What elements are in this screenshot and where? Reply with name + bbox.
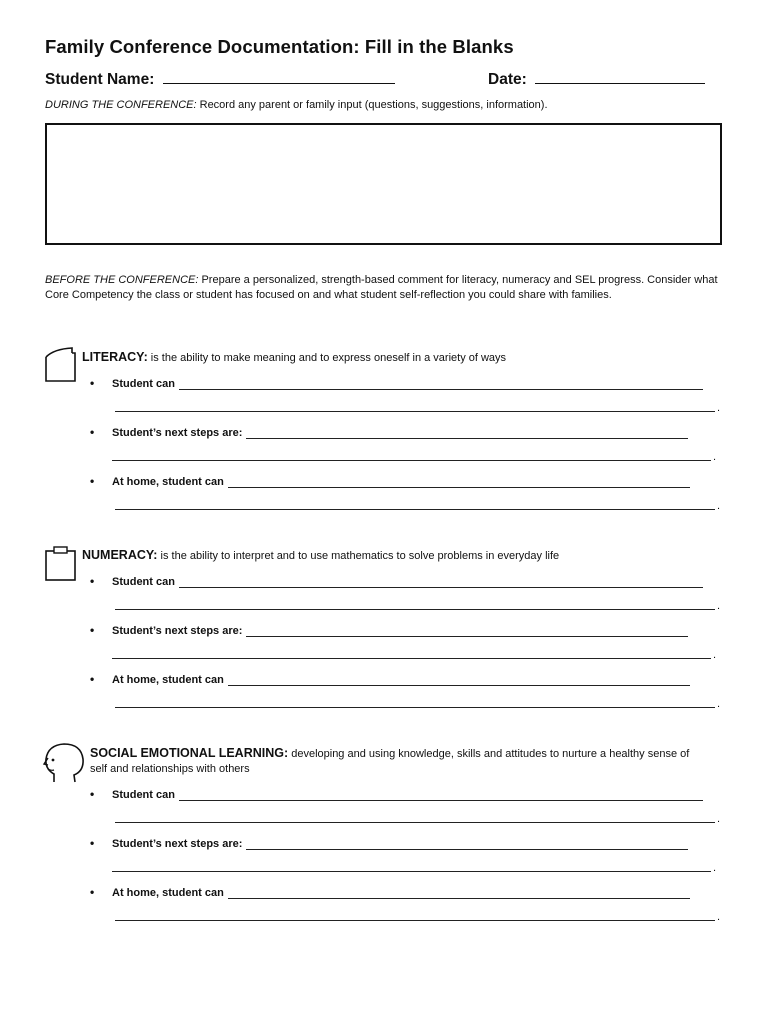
bullet-icon: • bbox=[90, 885, 95, 899]
period-mark: . bbox=[716, 600, 720, 612]
page-title: Family Conference Documentation: Fill in the Blanks bbox=[45, 36, 514, 57]
literacy-description: is the ability to make meaning and to express oneself in a variety of ways bbox=[147, 352, 507, 364]
before-instructions bbox=[45, 273, 730, 302]
period-mark: . bbox=[716, 813, 720, 825]
answer-continuation-line[interactable] bbox=[115, 910, 720, 923]
answer-blank[interactable] bbox=[246, 428, 688, 439]
prompt-label: At home, student can bbox=[112, 674, 224, 686]
before-text: Prepare a personalized, strength-based comment for literacy, numeracy and SEL progress. Consider what Core Competency the class or student has focused on and what student self-reflection you could share with families. bbox=[45, 274, 718, 301]
answer-continuation-line[interactable] bbox=[112, 861, 716, 874]
bullet-icon: • bbox=[90, 623, 95, 637]
literacy-student-can-row bbox=[90, 376, 703, 390]
answer-blank[interactable] bbox=[228, 888, 690, 899]
answer-continuation-line[interactable] bbox=[112, 648, 716, 661]
prompt-label: Student’s next steps are: bbox=[112, 838, 243, 850]
bullet-icon: • bbox=[90, 672, 95, 686]
answer-continuation-line[interactable] bbox=[115, 697, 720, 710]
answer-blank[interactable] bbox=[179, 790, 703, 801]
numeracy-heading bbox=[82, 548, 559, 564]
answer-continuation-line[interactable] bbox=[115, 599, 720, 612]
period-mark: . bbox=[716, 500, 720, 512]
prompt-label: Student can bbox=[112, 378, 175, 390]
prompt-label: At home, student can bbox=[112, 476, 224, 488]
sel-title: SOCIAL EMOTIONAL LEARNING: bbox=[90, 746, 289, 760]
sel-heading bbox=[90, 746, 690, 777]
sel-next-steps-row bbox=[90, 836, 688, 850]
prompt-label: Student can bbox=[112, 789, 175, 801]
answer-blank[interactable] bbox=[246, 839, 688, 850]
sel-student-can-row bbox=[90, 787, 703, 801]
numeracy-description: is the ability to interpret and to use mathematics to solve problems in everyday life bbox=[157, 550, 560, 562]
answer-blank[interactable] bbox=[246, 626, 688, 637]
answer-blank[interactable] bbox=[179, 379, 703, 390]
answer-blank[interactable] bbox=[179, 577, 703, 588]
answer-continuation-line[interactable] bbox=[115, 499, 720, 512]
literacy-title: LITERACY: bbox=[82, 350, 148, 364]
bullet-icon: • bbox=[90, 787, 95, 801]
family-input-box[interactable] bbox=[45, 123, 722, 245]
answer-blank[interactable] bbox=[228, 675, 690, 686]
prompt-label: Student’s next steps are: bbox=[112, 427, 243, 439]
answer-continuation-line[interactable] bbox=[115, 401, 720, 414]
literacy-heading bbox=[82, 350, 506, 366]
numeracy-next-steps-row bbox=[90, 623, 688, 637]
literacy-at-home-row bbox=[90, 474, 690, 488]
period-mark: . bbox=[716, 911, 720, 923]
date-label: Date: bbox=[488, 71, 527, 88]
book-icon bbox=[44, 347, 78, 383]
head-profile-icon bbox=[42, 742, 86, 784]
during-text: Record any parent or family input (questions, suggestions, information). bbox=[196, 99, 548, 111]
numeracy-title: NUMERACY: bbox=[82, 548, 158, 562]
sel-at-home-row bbox=[90, 885, 690, 899]
period-mark: . bbox=[712, 451, 716, 463]
period-mark: . bbox=[712, 862, 716, 874]
bullet-icon: • bbox=[90, 836, 95, 850]
prompt-label: Student can bbox=[112, 576, 175, 588]
numeracy-at-home-row bbox=[90, 672, 690, 686]
answer-blank[interactable] bbox=[228, 477, 690, 488]
before-lead: BEFORE THE CONFERENCE: bbox=[45, 274, 199, 286]
bullet-icon: • bbox=[90, 376, 95, 390]
period-mark: . bbox=[716, 698, 720, 710]
date-field bbox=[488, 69, 705, 89]
answer-continuation-line[interactable] bbox=[115, 812, 720, 825]
clipboard-icon bbox=[44, 546, 78, 582]
answer-continuation-line[interactable] bbox=[112, 450, 716, 463]
bullet-icon: • bbox=[90, 425, 95, 439]
period-mark: . bbox=[716, 402, 720, 414]
bullet-icon: • bbox=[90, 474, 95, 488]
period-mark: . bbox=[712, 649, 716, 661]
prompt-label: At home, student can bbox=[112, 887, 224, 899]
bullet-icon: • bbox=[90, 574, 95, 588]
sel-description: developing and using knowledge, skills and attitudes to nurture a healthy sense of self and relationships with others bbox=[90, 748, 690, 775]
student-name-label: Student Name: bbox=[45, 71, 155, 88]
date-blank[interactable] bbox=[535, 69, 705, 84]
student-name-field bbox=[45, 69, 395, 89]
during-instructions bbox=[45, 98, 725, 113]
numeracy-student-can-row bbox=[90, 574, 703, 588]
during-lead: DURING THE CONFERENCE: bbox=[45, 99, 197, 111]
literacy-next-steps-row bbox=[90, 425, 688, 439]
prompt-label: Student’s next steps are: bbox=[112, 625, 243, 637]
student-name-blank[interactable] bbox=[163, 69, 395, 84]
